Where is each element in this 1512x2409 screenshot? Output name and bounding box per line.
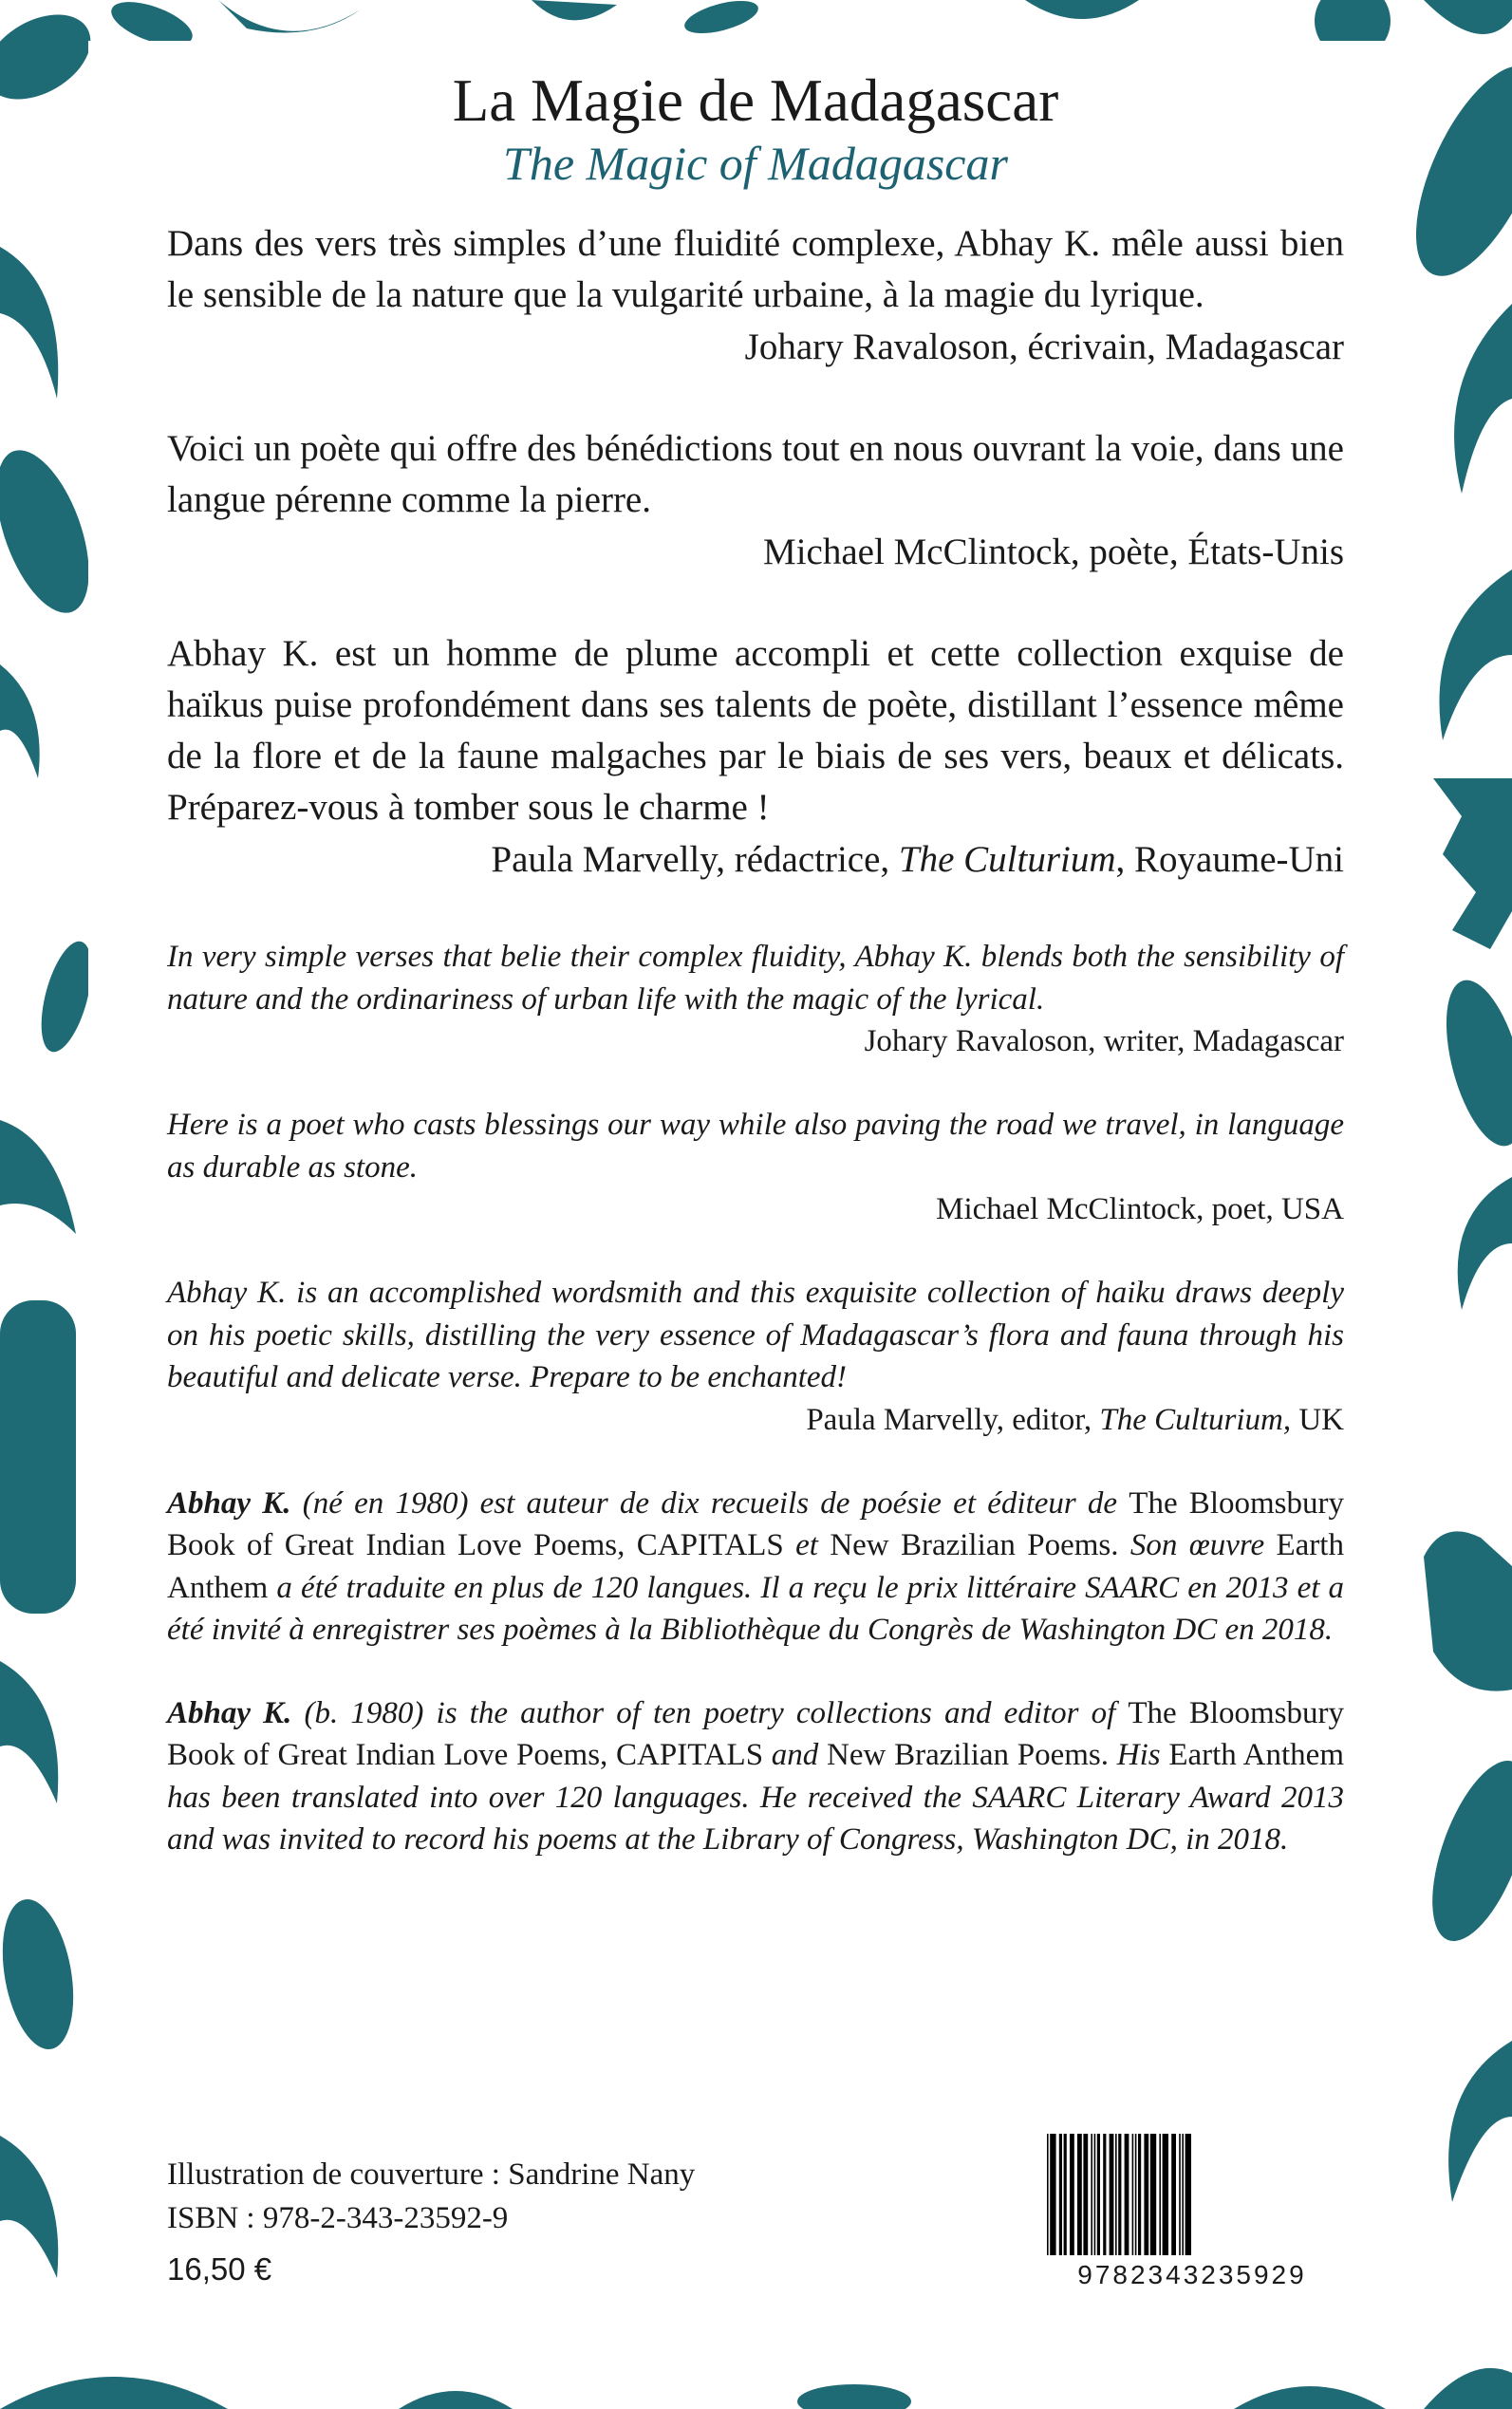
barcode-bar [1144,2134,1148,2255]
barcode-bar [1132,2134,1134,2255]
quote-en-3: Abhay K. is an accomplished wordsmith and this exquisite collection of haiku draws deeply on his poetic skills, distilling the very essence of Madagascar’s flora and fauna through his beautiful and delicate verse. Prepare to be enchanted! [167,1276,1344,1394]
book-title: La Magie de Madagascar [452,67,1059,134]
barcode-bar [1159,2134,1161,2255]
barcode-bar [1050,2134,1055,2255]
quote-fr-1-attribution: Johary Ravaloson, écrivain, Madagascar [744,327,1344,367]
barcode-bar [1182,2134,1184,2255]
barcode-bar [1118,2134,1121,2255]
barcode-bar [1125,2134,1129,2255]
barcode-bar [1094,2134,1096,2255]
barcode-bar [1138,2134,1141,2255]
credits-block [167,2153,695,2291]
barcode-bars [1039,2134,1345,2255]
barcode-bar [1150,2134,1156,2255]
barcode-bar [1115,2134,1117,2255]
quote-fr-1: Dans des vers très simples d’une fluidité complexe, Abhay K. mêle aussi bien le sensible de la nature que la vulgarité urbaine, à la magie du lyrique. [167,223,1344,315]
quote-en-2-attribution: Michael McClintock, poet, USA [936,1192,1344,1226]
quote-en-1-attribution: Johary Ravaloson, writer, Madagascar [864,1024,1344,1058]
quote-fr-2-attribution: Michael McClintock, poète, États-Unis [763,532,1344,572]
quote-en-1: In very simple verses that belie their complex fluidity, Abhay K. blends both the sensibility of nature and the ordinariness of urban life with the magic of the lyrical. [167,940,1344,1017]
author-bio-fr: Abhay K. (né en 1980) est auteur de dix recueils de poésie et éditeur de The Bloomsbury Book of Great Indian Love Poems, CAPITALS et New Brazilian Poems. Son œuvre Earth Anthem a été traduite en plus de 120 langues. Il a reçu le prix littéraire SAARC en 2013 et a été invité à enregistrer ses poèmes à la Bibliothèque du Congrès de Washington DC en 2018. [167,1485,1344,1647]
barcode-bar [1097,2134,1100,2255]
barcode-bar [1110,2134,1114,2255]
quote-en-3-attribution: Paula Marvelly, editor, The Culturium, UK [806,1402,1344,1437]
barcode-bar [1135,2134,1137,2255]
barcode-bar [1083,2134,1088,2255]
barcode-digits: 9782343235929 [1077,2260,1307,2289]
barcode-bar [1077,2134,1082,2255]
back-cover-content [167,66,1344,1902]
barcode-bar [1091,2134,1092,2255]
price: 16,50 € [167,2251,272,2287]
book-subtitle: The Magic of Madagascar [503,137,1008,190]
barcode-bar [1185,2134,1191,2255]
barcode-bar [1163,2134,1168,2255]
quote-fr-3-attribution: Paula Marvelly, rédactrice, The Culturium, Royaume-Uni [491,839,1344,880]
author-bio-en: Abhay K. (b. 1980) is the author of ten poetry collections and editor of The Bloomsbury Book of Great Indian Love Poems, CAPITALS and New Brazilian Poems. His Earth Anthem has been translated into over 120 languages. He received the SAARC Literary Award 2013 and was invited to record his poems at the Library of Congress, Washington DC, in 2018. [167,1695,1345,1857]
barcode-bar [1070,2134,1074,2255]
barcode-bar [1059,2134,1062,2255]
quote-en-2: Here is a poet who casts blessings our way while also paving the road we travel, in language as durable as stone. [167,1108,1344,1185]
barcode-bar [1064,2134,1067,2255]
quote-fr-3: Abhay K. est un homme de plume accompli et cette collection exquise de haïkus puise profondément dans ses talents de poète, distillant l’essence même de la flore et de la faune malgaches par le biais de ses vers, beaux et délicats. Préparez-vous à tomber sous le charme ! [167,633,1344,828]
illustration-credit: Illustration de couverture : Sandrine Nany [167,2157,696,2192]
isbn-barcode [1039,2134,1345,2292]
barcode-bar [1179,2134,1181,2255]
barcode-bar [1103,2134,1106,2255]
quote-fr-2: Voici un poète qui offre des bénédictions tout en nous ouvrant la voie, dans une langue pérenne comme la pierre. [167,428,1344,520]
isbn: ISBN : 978-2-343-23592-9 [167,2201,509,2235]
barcode-bar [1171,2134,1176,2255]
barcode-bar [1047,2134,1049,2255]
